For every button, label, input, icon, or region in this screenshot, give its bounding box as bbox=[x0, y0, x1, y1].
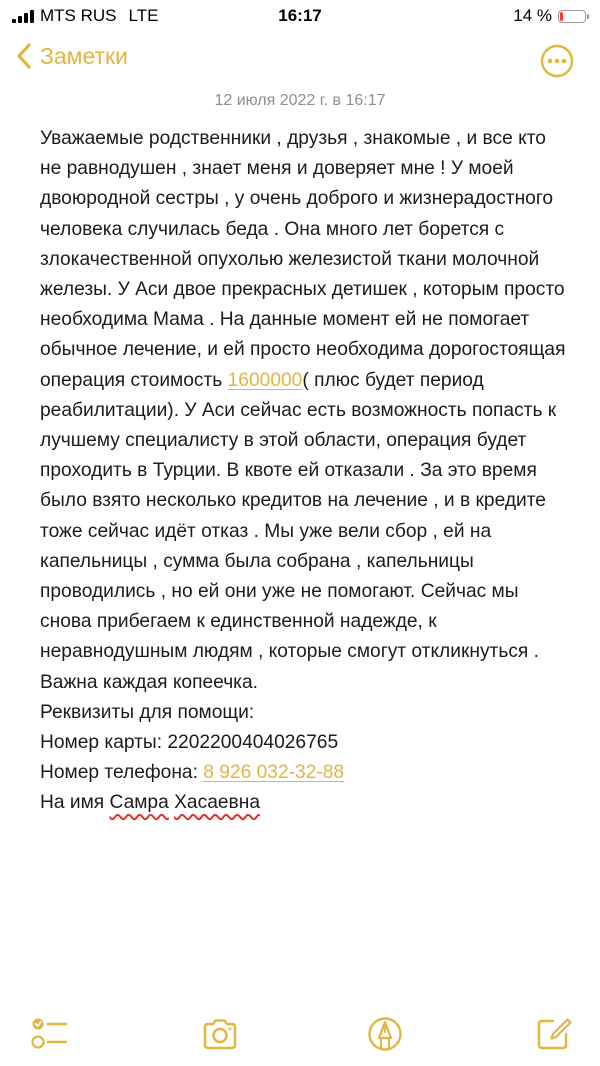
misspelled-word[interactable]: Хасаевна bbox=[174, 792, 260, 814]
status-right bbox=[513, 6, 586, 26]
name-line bbox=[40, 788, 570, 818]
compose-icon[interactable] bbox=[534, 1016, 574, 1052]
amount-link[interactable]: 1600000 bbox=[227, 369, 303, 391]
battery-percent: 14 % bbox=[513, 6, 552, 25]
battery-level-fill bbox=[560, 12, 563, 21]
note-paragraph bbox=[40, 124, 570, 698]
misspelled-word[interactable]: Самра bbox=[109, 792, 169, 814]
navigation-bar bbox=[0, 40, 600, 84]
markup-pen-icon[interactable] bbox=[365, 1016, 405, 1052]
back-button[interactable] bbox=[16, 42, 128, 70]
chevron-left-icon bbox=[16, 42, 32, 70]
requisites-heading: Реквизиты для помощи: bbox=[40, 701, 255, 723]
checklist-icon[interactable] bbox=[30, 1016, 70, 1052]
phone-label: Номер телефона: bbox=[40, 762, 204, 784]
battery-icon bbox=[558, 10, 586, 23]
carrier-name: MTS RUS bbox=[40, 6, 117, 25]
note-date: 12 июля 2022 г. в 16:17 bbox=[214, 92, 386, 109]
back-button-label: Заметки bbox=[40, 42, 128, 69]
status-bar bbox=[0, 0, 600, 32]
note-text: Уважаемые родственники , друзья , знакомые , и все кто не равнодушен , знает меня и доверяет мне ! У моей двоюродной сестры , у очень доброго и жизнерадостного человека случилась беда . Она много лет борется с злокачественной опухолью железистой ткани молочной железы. У Аси двое прекрасных детишек , которым просто необходима Мама . На данные момент ей не помогает обычное лечение, и ей просто необходима дорогостоящая операция стоимость bbox=[40, 128, 566, 391]
note-body[interactable] bbox=[40, 124, 570, 819]
note-text: ( плюс будет период реабилитации). У Аси сейчас есть возможность попасть к лучшему специалисту в этой области, операция будет проходить в Турции. В квоте ей отказали . За это время было взято несколько кредитов на лечение , и в кредите тоже сейчас идёт отказ . Мы уже вели сбор , ей на капельницы , сумма была собрана , капельницы проводились , но ей они уже не помогают. Сейчас мы снова прибегаем к единственной надежде, к неравнодушным людям , которые смогут откликнуться . Важна каждая копеечка. bbox=[40, 369, 557, 693]
camera-icon[interactable] bbox=[200, 1016, 240, 1052]
name-prefix: На имя bbox=[40, 792, 110, 814]
bottom-toolbar bbox=[0, 1010, 600, 1060]
ellipsis-circle-icon[interactable] bbox=[540, 44, 574, 78]
network-type: LTE bbox=[128, 6, 159, 25]
clock: 16:17 bbox=[278, 6, 322, 25]
phone-link[interactable]: 8 926 032-32-88 bbox=[203, 762, 345, 784]
card-number-line: Номер карты: 2202200404026765 bbox=[40, 732, 339, 754]
phone-line bbox=[40, 758, 570, 788]
